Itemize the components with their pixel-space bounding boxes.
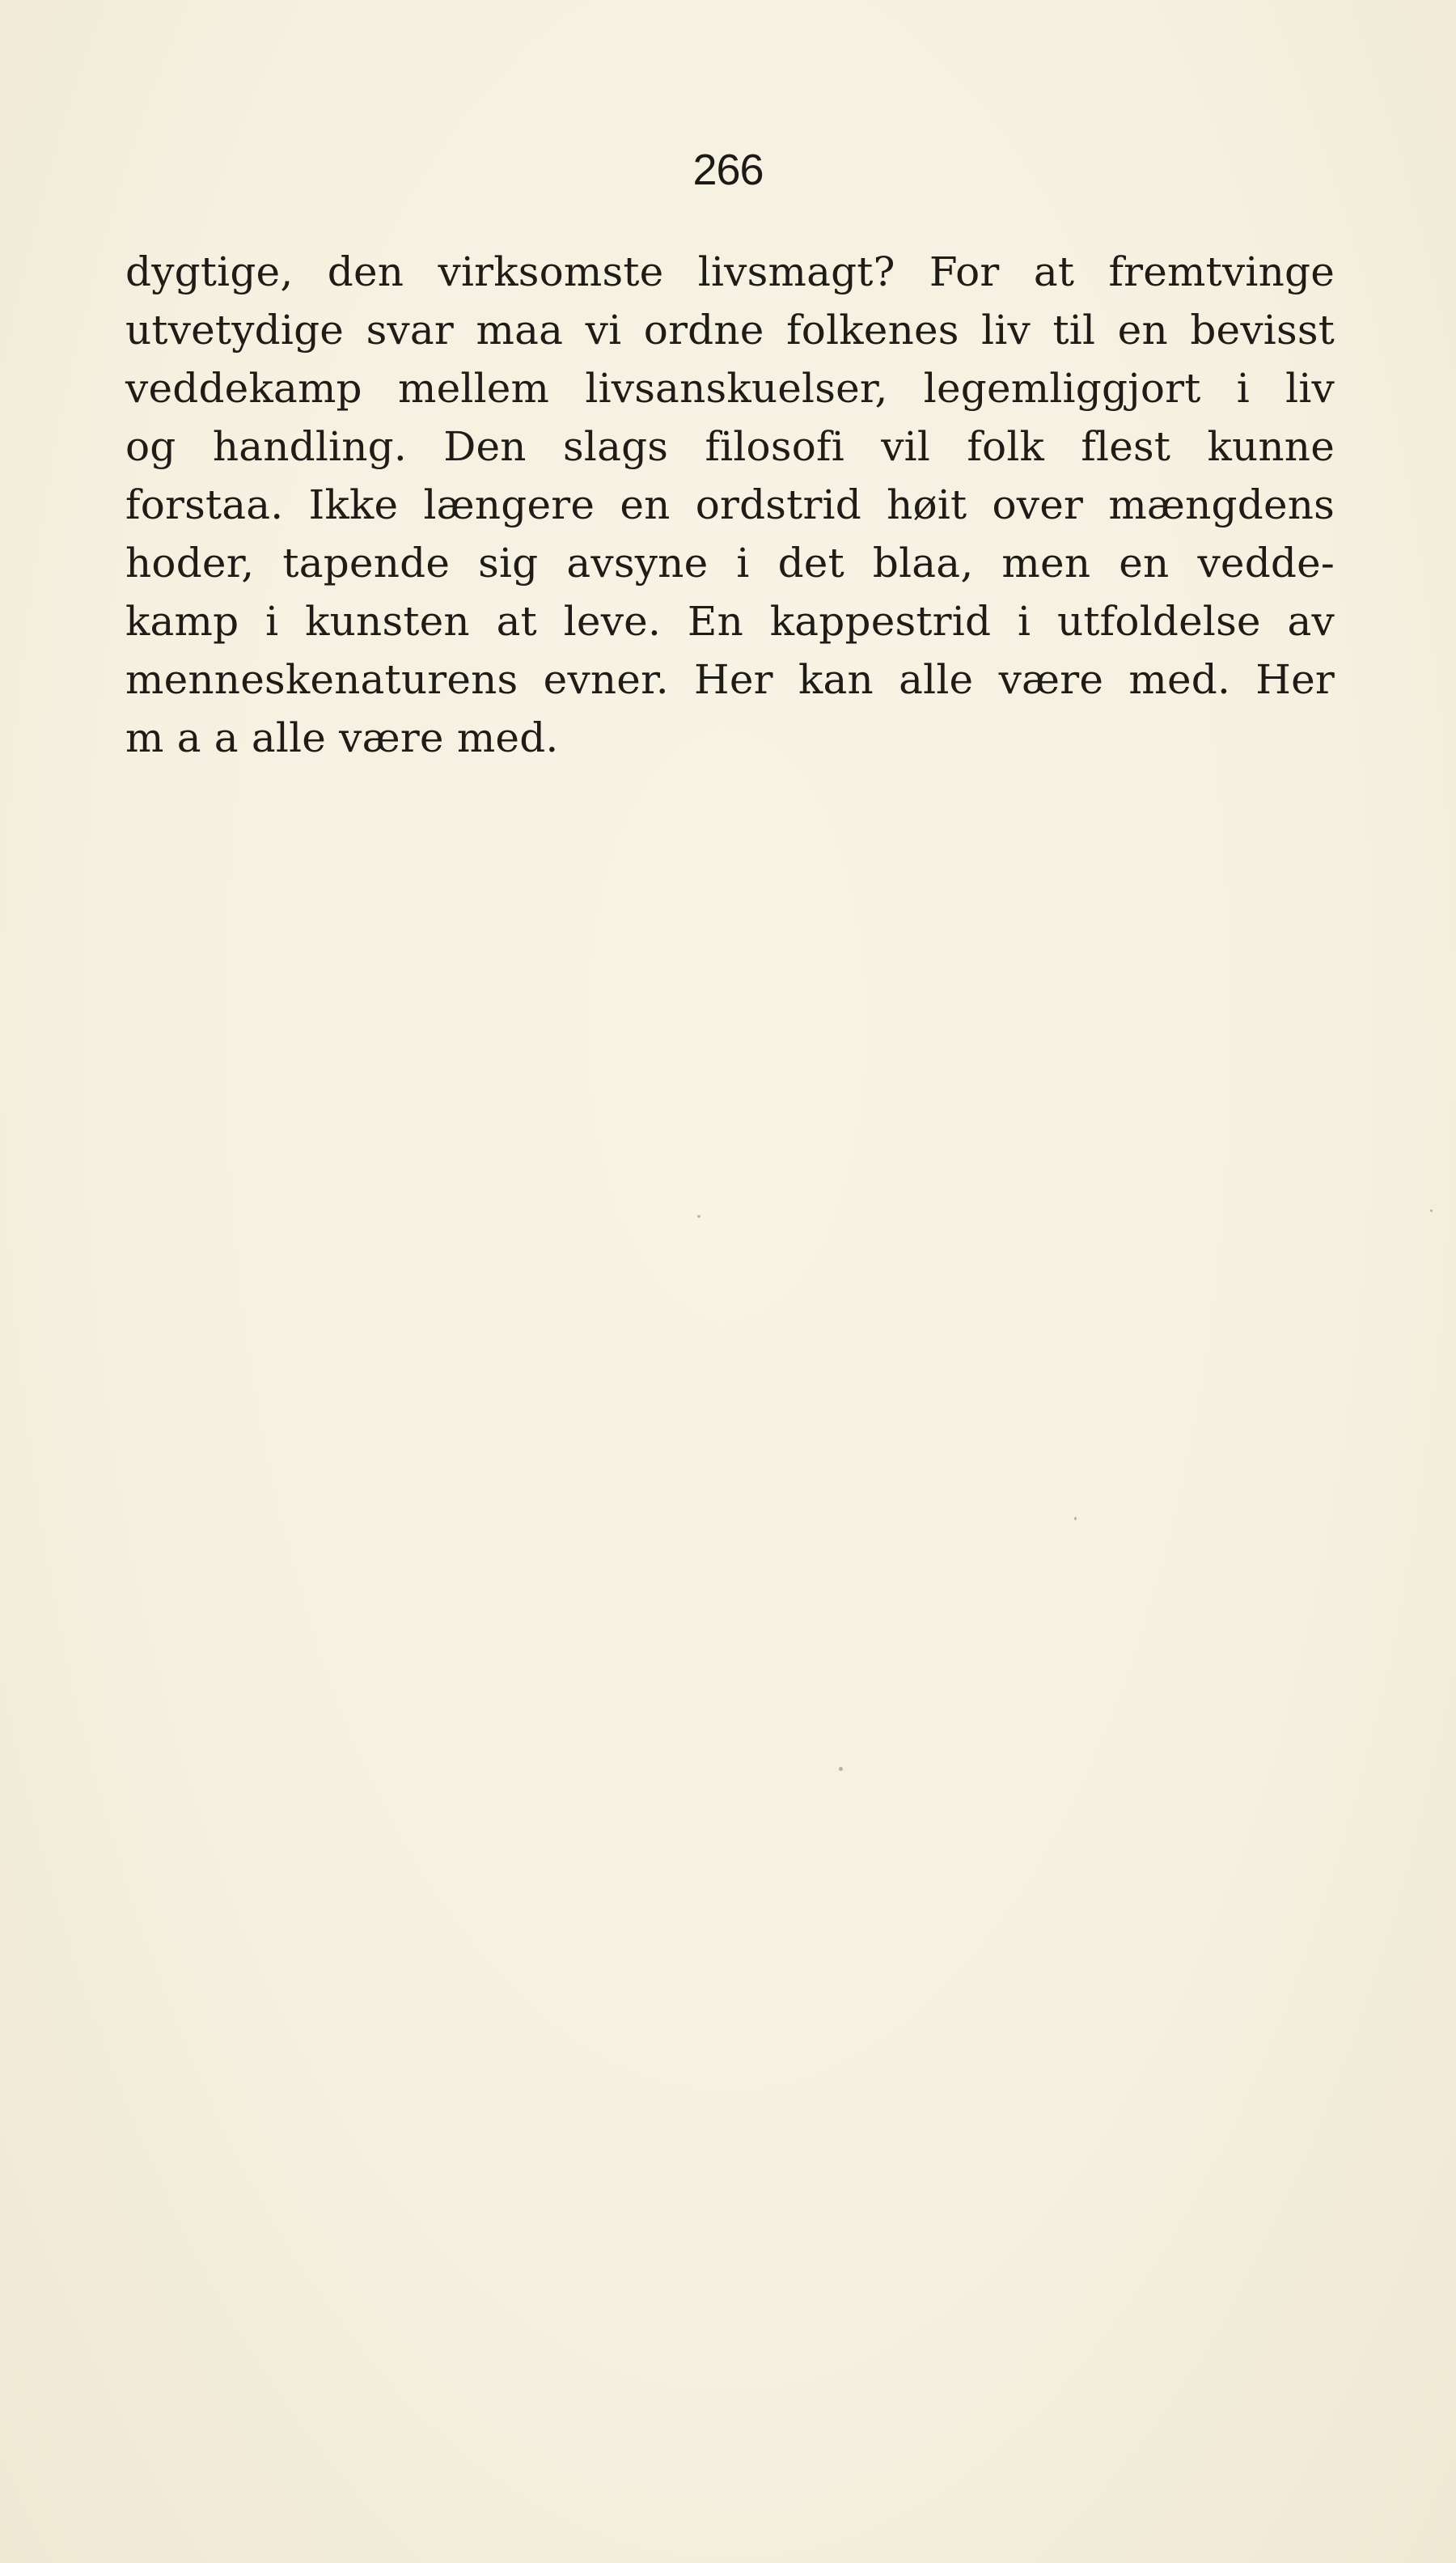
text-line: kamp i kunsten at leve. En kappestrid i utfoldelse av xyxy=(125,598,1335,645)
text-line: hoder, tapende sig avsyne i det blaa, men en vedde- xyxy=(125,540,1335,587)
text-line: m a a alle være med. xyxy=(125,714,559,761)
paper-speck xyxy=(1430,1209,1433,1212)
text-line: utvetydige svar maa vi ordne folkenes liv til en bevisst xyxy=(125,307,1335,354)
body-paragraph xyxy=(125,243,1335,767)
text-line: dygtige, den virksomste livsmagt? For at fremtvinge xyxy=(125,248,1335,295)
page-number: 266 xyxy=(692,146,764,194)
paper-speck xyxy=(1074,1517,1077,1520)
paper-speck xyxy=(697,1215,700,1218)
text-line: menneskenaturens evner. Her kan alle være med. Her xyxy=(125,656,1335,703)
text-line: veddekamp mellem livsanskuelser, legemliggjort i liv xyxy=(125,365,1335,412)
paper-speck xyxy=(839,1767,843,1771)
text-line: forstaa. Ikke længere en ordstrid høit over mængdens xyxy=(125,481,1335,528)
text-line: og handling. Den slags filosofi vil folk flest kunne xyxy=(125,423,1335,470)
